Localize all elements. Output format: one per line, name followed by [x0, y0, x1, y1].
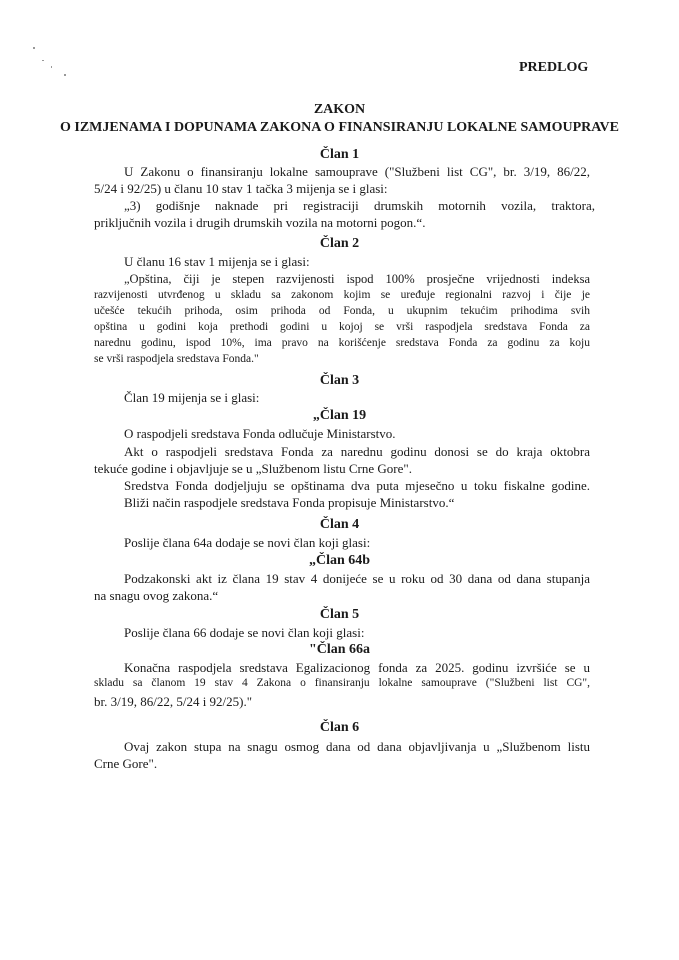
article-1-line: „3) godišnje naknade pri registraciji drumskih motornih vozila, traktora,	[124, 198, 595, 213]
article-4-intro: Poslije člana 64a dodaje se novi član koji glasi:	[124, 535, 371, 550]
article-6-line: Ovaj zakon stupa na snagu osmog dana od dana objavljivanja u „Službenom listu	[124, 739, 590, 754]
article-5-line: Konačna raspodjela sredstava Egalizacionog fonda za 2025. godinu izvršiće se u	[124, 660, 590, 675]
article-3-line: Sredstva Fonda dodjeljuju se opštinama dva puta mjesečno u toku fiskalne godine.	[124, 478, 590, 493]
draft-label: PREDLOG	[519, 60, 589, 75]
article-6-heading: Član 6	[319, 720, 360, 735]
article-3-intro: Član 19 mijenja se i glasi:	[124, 390, 260, 405]
article-4-line: Podzakonski akt iz člana 19 stav 4 donijeće se u roku od 30 dana od dana stupanja	[124, 571, 590, 586]
article-2-line: opština u godini koja prethodi godini u kojoj se vrši raspodjela sredstava Fonda za	[94, 321, 590, 333]
scan-speck	[64, 74, 66, 76]
article-3-subheading: „Član 19	[312, 408, 367, 423]
article-2-line: narednu godinu, ispod 10%, ima pravo na korišćenje sredstava Fonda za godinu za koju	[94, 337, 590, 349]
article-5-subheading: "Član 66a	[308, 642, 371, 657]
article-3-line: tekuće godine i objavljuje se u „Službenom listu Crne Gore".	[94, 461, 412, 476]
scan-speck	[51, 66, 52, 68]
scan-speck	[42, 60, 44, 61]
article-5-intro: Poslije člana 66 dodaje se novi član koji glasi:	[124, 625, 365, 640]
article-6-line: Crne Gore".	[94, 756, 158, 771]
article-3-line: Bliži način raspodjele sredstava Fonda propisuje Ministarstvo.“	[124, 495, 455, 510]
article-4-heading: Član 4	[319, 517, 360, 532]
article-1-line: U Zakonu o finansiranju lokalne samouprave ("Službeni list CG", br. 3/19, 86/22,	[124, 164, 590, 179]
article-1-line: 5/24 i 92/25) u članu 10 stav 1 tačka 3 mijenja se i glasi:	[94, 181, 388, 196]
document-title: ZAKON	[313, 102, 366, 117]
article-2-line: U članu 16 stav 1 mijenja se i glasi:	[124, 254, 310, 269]
article-4-line: na snagu ovog zakona.“	[94, 588, 219, 603]
document-subtitle: O IZMJENAMA I DOPUNAMA ZAKONA O FINANSIRANJU LOKALNE SAMOUPRAVE	[60, 120, 619, 135]
article-2-line: se vrši raspodjela sredstava Fonda."	[94, 353, 259, 365]
article-2-line: razvijenosti utvrđenog u skladu sa zakonom kojim se uređuje regionalni razvoj i čije je	[94, 289, 590, 301]
article-5-line: skladu sa članom 19 stav 4 Zakona o finansiranju lokalne samouprave ("Službeni list CG",	[94, 677, 590, 689]
article-1-line: priključnih vozila i drugih drumskih vozila na motorni pogon.“.	[94, 215, 426, 230]
article-5-line: br. 3/19, 86/22, 5/24 i 92/25)."	[94, 694, 253, 709]
article-2-line: „Opština, čiji je stepen razvijenosti ispod 100% prosječne vrijednosti indeksa	[124, 272, 590, 286]
article-3-line: O raspodjeli sredstava Fonda odlučuje Ministarstvo.	[124, 426, 396, 441]
scan-speck	[33, 47, 35, 49]
article-2-heading: Član 2	[319, 236, 360, 251]
article-2-line: učešće tekućih prihoda, osim prihoda od Fonda, u ukupnim tekućim prihodima svih	[94, 305, 590, 317]
article-5-heading: Član 5	[319, 607, 360, 622]
article-1-heading: Član 1	[319, 147, 360, 162]
article-3-heading: Član 3	[319, 373, 360, 388]
article-4-subheading: „Član 64b	[308, 553, 371, 568]
article-3-line: Akt o raspodjeli sredstava Fonda za narednu godinu donosi se do kraja oktobra	[124, 444, 590, 459]
